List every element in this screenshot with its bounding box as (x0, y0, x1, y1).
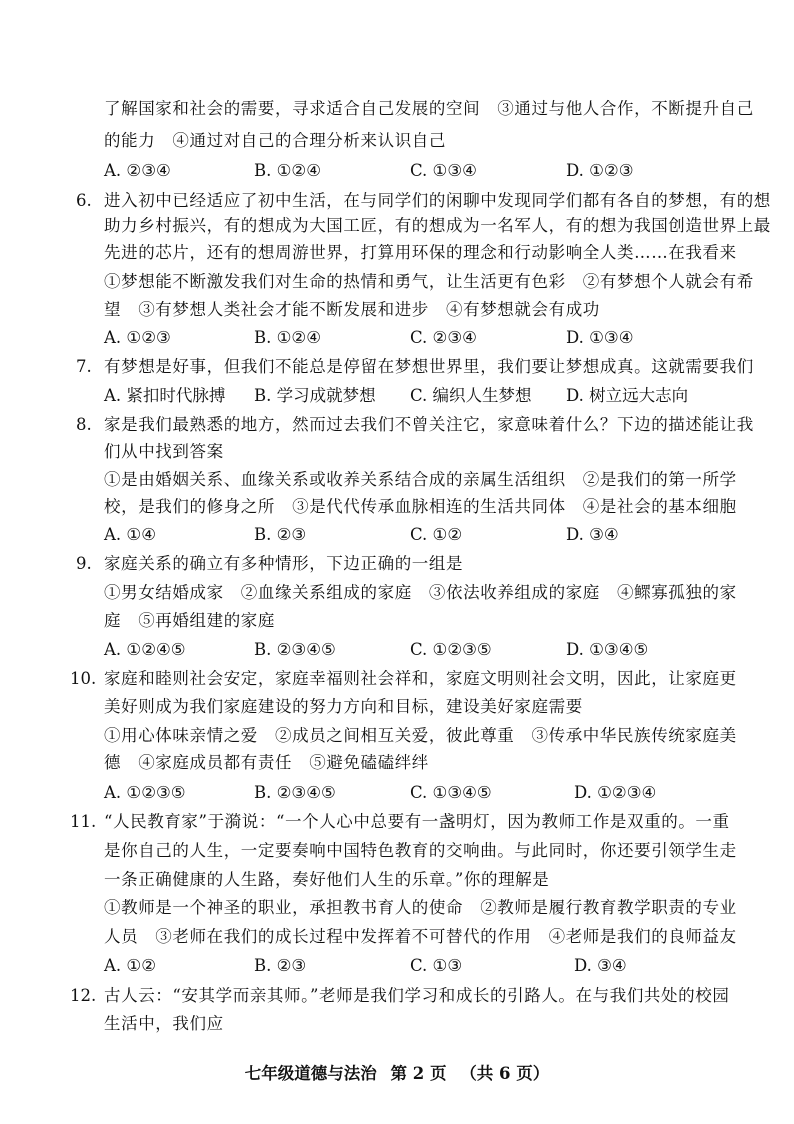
option-c: C. ①②③⑤ (410, 640, 492, 659)
text-line: 先进的芯片，还有的想周游世界，打算用环保的理念和行动影响全人类……在我看来 (104, 243, 737, 262)
text-line: 们从中找到答案 (104, 442, 224, 461)
text-line: 人员 ③老师在我们的成长过程中发挥着不可替代的作用 ④老师是我们的良师益友 (104, 927, 737, 946)
option-a: A. ①②③⑤ (104, 783, 186, 802)
text-line: 的能力 ④通过对自己的合理分析来认识自己 (104, 131, 446, 150)
footer-subject: 七年级道德与法治 (244, 1064, 377, 1083)
text-line: 助力乡村振兴，有的想成为大国工匠，有的想成为一名军人，有的想为我国创造世界上最 (104, 216, 771, 235)
text-line: ①用心体味亲情之爱 ②成员之间相互关爱，彼此尊重 ③传承中华民族传统家庭美 (104, 726, 737, 745)
option-c: C. ①③ (410, 956, 463, 975)
option-a: A. ①② (104, 956, 156, 975)
option-d: D. ③④ (574, 956, 627, 975)
options-row (104, 160, 674, 182)
option-c: C. ①③④⑤ (410, 783, 492, 802)
option-d: D. ①②③④ (574, 783, 657, 802)
question-number: 6. (76, 191, 92, 210)
option-a: A. ①②④⑤ (104, 640, 186, 659)
text-line: 生活中，我们应 (104, 1014, 224, 1033)
text-line: 了解国家和社会的需要，寻求适合自己发展的空间 ③通过与他人合作，不断提升自己 (104, 99, 754, 118)
question-number: 8. (76, 415, 92, 434)
text-line: ①教师是一个神圣的职业，承担教书育人的使命 ②教师是履行教育教学职责的专业 (104, 898, 737, 917)
question-number: 10. (70, 669, 97, 688)
options-row (104, 955, 674, 977)
option-c: C. 编织人生梦想 (410, 386, 532, 405)
question-number: 12. (70, 986, 97, 1005)
question-stem: 进入初中已经适应了初中生活，在与同学们的闲聊中发现同学们都有各自的梦想，有的想 (104, 191, 771, 210)
option-d: D. 树立远大志向 (566, 386, 689, 405)
question-stem: 有梦想是好事，但我们不能总是停留在梦想世界里，我们要让梦想成真。这就需要我们 (104, 357, 754, 376)
option-c: C. ①③④ (410, 161, 477, 180)
option-d: D. ①③④ (566, 328, 634, 347)
option-b: B. ②③ (254, 956, 307, 975)
text-line: 德 ④家庭成员都有责任 ⑤避免磕磕绊绊 (104, 753, 429, 772)
text-line: ①是由婚姻关系、血缘关系或收养关系结合成的亲属生活组织 ②是我们的第一所学 (104, 470, 737, 489)
option-b: B. ①②④ (254, 328, 321, 347)
option-c: C. ②③④ (410, 328, 477, 347)
options-row (104, 385, 689, 407)
text-line: 校，是我们的修身之所 ③是代代传承血脉相连的生活共同体 ④是社会的基本细胞 (104, 497, 737, 516)
text-line: 望 ③有梦想人类社会才能不断发展和进步 ④有梦想就会有成功 (104, 300, 600, 319)
question-number: 7. (76, 357, 92, 376)
options-row (104, 782, 674, 804)
text-line: ①梦想能不断激发我们对生命的热情和勇气，让生活更有色彩 ②有梦想个人就会有希 (104, 272, 754, 291)
question-stem: “人民教育家”于漪说：“一个人心中总要有一盏明灯，因为教师工作是双重的。一重 (104, 812, 730, 831)
question-stem: 古人云：“安其学而亲其师。”老师是我们学习和成长的引路人。在与我们共处的校园 (104, 986, 730, 1005)
question-number: 9. (76, 554, 92, 573)
text-line: 美好则成为我们家庭建设的努力方向和目标，建设美好家庭需要 (104, 697, 583, 716)
option-d: D. ③④ (566, 525, 619, 544)
option-a: A. 紧扣时代脉搏 (104, 386, 226, 405)
question-number: 11. (70, 812, 97, 831)
text-line: 一条正确健康的人生路，奏好他们人生的乐章。”你的理解是 (104, 870, 550, 889)
option-b: B. ②③④⑤ (254, 640, 336, 659)
option-c: C. ①② (410, 525, 463, 544)
option-a: A. ①②③ (104, 328, 171, 347)
footer-total-pages: （共 6 页） (460, 1064, 550, 1083)
footer-page-number: 第 2 页 (390, 1064, 447, 1083)
option-b: B. 学习成就梦想 (254, 386, 376, 405)
option-b: B. ①②④ (254, 161, 321, 180)
question-stem: 家庭和睦则社会安定，家庭幸福则社会祥和，家庭文明则社会文明，因此，让家庭更 (104, 669, 737, 688)
option-d: D. ①③④⑤ (566, 640, 649, 659)
option-b: B. ②③④⑤ (254, 783, 336, 802)
question-stem: 家是我们最熟悉的地方，然而过去我们不曾关注它，家意味着什么？下边的描述能让我 (104, 415, 754, 434)
option-a: A. ②③④ (104, 161, 171, 180)
options-row (104, 524, 674, 546)
text-line: ①男女结婚成家 ②血缘关系组成的家庭 ③依法收养组成的家庭 ④鳏寡孤独的家 (104, 583, 737, 602)
question-stem: 家庭关系的确立有多种情形，下边正确的一组是 (104, 554, 464, 573)
options-row (104, 327, 674, 349)
options-row (104, 639, 674, 661)
text-line: 庭 ⑤再婚组建的家庭 (104, 611, 275, 630)
option-b: B. ②③ (254, 525, 307, 544)
option-a: A. ①④ (104, 525, 156, 544)
page-footer (0, 1063, 794, 1085)
text-line: 是你自己的人生，一定要奏响中国特色教育的交响曲。与此同时，你还要引领学生走 (104, 841, 737, 860)
option-d: D. ①②③ (566, 161, 634, 180)
